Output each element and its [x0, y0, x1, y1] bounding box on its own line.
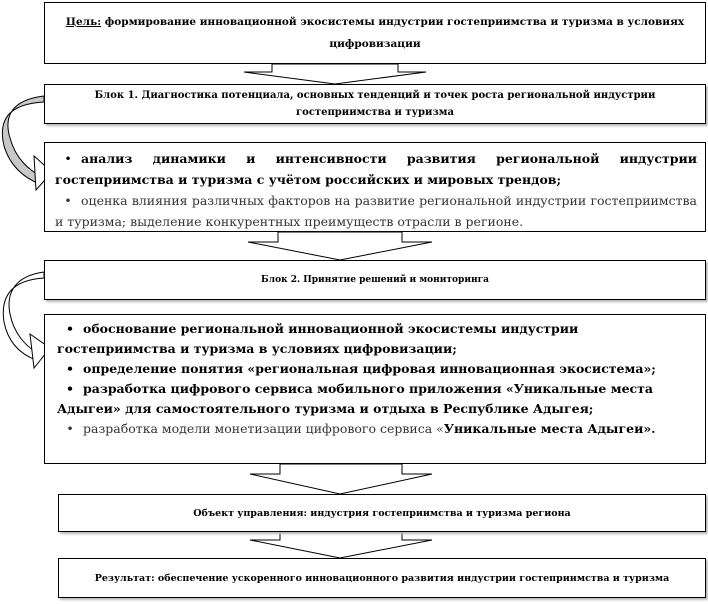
list-item-text: анализ динамики и интенсивности развития региональной индустрии гостеприимства и туризма с учётом российских и мировых трендов;: [55, 151, 697, 187]
list-item: [57, 359, 697, 379]
list-item: [57, 419, 697, 439]
list-item-text: разработка цифрового сервиса мобильного приложения «Уникальные места Адыгеи» для самостоятельного туризма и отдыха в Республике Адыгея;: [57, 381, 653, 416]
list-item: [57, 319, 697, 359]
object-text: Объект управления: индустрия гостеприимства и туризма региона: [193, 507, 571, 519]
block2-title: Блок 2. Принятие решений и мониторинга: [261, 275, 489, 285]
block1-title-box: [44, 84, 706, 124]
object-box: [58, 494, 706, 532]
result-text: Результат: обеспечение ускоренного инновационного развития индустрии гостеприимства и туризма: [94, 572, 670, 584]
list-item: [55, 148, 697, 190]
list-item-text: обоснование региональной инновационной экосистемы индустрии гостеприимства и туризма в условиях цифровизации;: [57, 321, 579, 356]
bullet-icon: •: [66, 321, 74, 336]
result-box: [58, 558, 706, 598]
down-arrow-list2-object: [250, 464, 432, 494]
list-item-text: разработка модели монетизации цифрового сервиса «: [83, 421, 444, 436]
block1-list-box: [44, 142, 706, 232]
block2-title-box: [44, 260, 706, 300]
list-item: [55, 190, 697, 232]
goal-text: формирование инновационной экосистемы индустрии гостеприимства и туризма в условиях цифровизации: [101, 16, 685, 50]
down-arrow-object-result: [250, 532, 432, 558]
list-item-text: определение понятия «региональная цифровая инновационная экосистема»;: [83, 361, 656, 376]
bullet-icon: •: [64, 193, 72, 208]
list-item: [57, 379, 697, 419]
bullet-icon: •: [66, 381, 74, 396]
block2-list-box: [44, 314, 706, 464]
down-arrow-list1-block2: [248, 232, 432, 260]
bullet-icon: •: [66, 421, 74, 436]
list-item-text: оценка влияния различных факторов на развитие региональной индустрии гостеприимства и туризма; выделение конкурентных преимуществ отрасли в регионе.: [55, 193, 697, 229]
goal-box: [44, 2, 706, 64]
bullet-icon: •: [66, 361, 74, 376]
down-arrow-goal-block1: [244, 64, 426, 84]
bullet-icon: •: [64, 151, 72, 166]
list-item-text-bold: Уникальные места Адыгеи».: [443, 421, 656, 436]
curved-arrow-block2-list2: [3, 272, 50, 368]
block1-title: Блок 1. Диагностика потенциала, основных тенденций и точек роста региональной индустрии гостеприимства и туризма: [94, 90, 656, 118]
goal-label: Цель:: [65, 16, 102, 28]
